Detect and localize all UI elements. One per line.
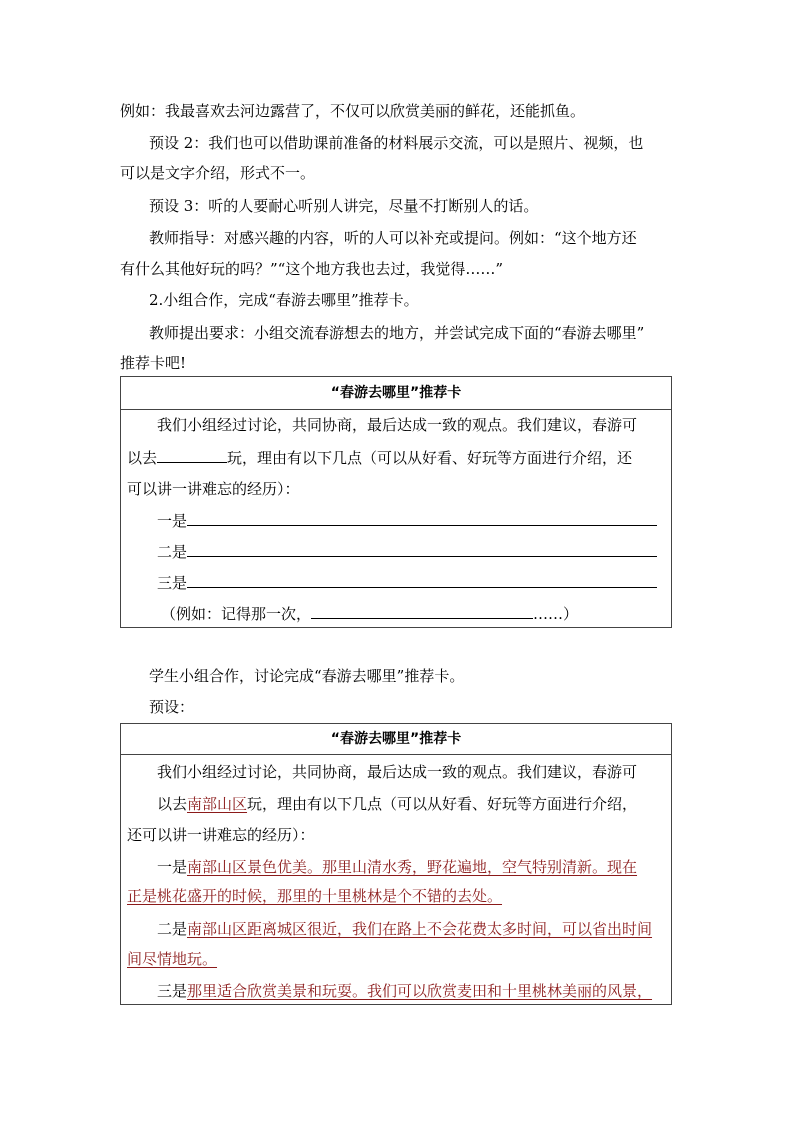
reason-answer-cont bbox=[127, 949, 217, 969]
reason-line bbox=[157, 542, 657, 562]
reason-label: 三是 bbox=[157, 574, 188, 592]
paragraph: 预设： bbox=[149, 698, 195, 716]
reason-line bbox=[157, 981, 652, 1001]
reason-answer-cont bbox=[127, 886, 502, 906]
paragraph: 教师指导：对感兴趣的内容，听的人可以补充或提问。例如：“这个地方还 bbox=[149, 229, 637, 247]
reason-answer: 间尽情地玩。 bbox=[127, 950, 218, 968]
reason-blank[interactable] bbox=[187, 573, 657, 588]
paragraph: 预设 3：听的人要耐心听别人讲完，尽量不打断别人的话。 bbox=[149, 197, 539, 215]
recommendation-card-blank bbox=[120, 376, 672, 628]
place-blank[interactable] bbox=[157, 448, 227, 463]
reason-answer: 南部山区景色优美。那里山清水秀，野花遍地，空气特别清新。现在 bbox=[187, 858, 638, 876]
paragraph: 2.小组合作，完成“春游去哪里”推荐卡。 bbox=[149, 291, 419, 309]
card-text: 玩，理由有以下几点（可以从好看、好玩等方面进行介绍， bbox=[247, 795, 638, 813]
reason-label: 二是 bbox=[157, 920, 188, 938]
example-blank[interactable] bbox=[311, 604, 533, 619]
card-text-line bbox=[127, 448, 632, 468]
reason-label: 三是 bbox=[157, 982, 188, 1000]
reason-line bbox=[157, 857, 637, 877]
card-title: “春游去哪里”推荐卡 bbox=[121, 377, 671, 410]
card-text: 还可以讲一讲难忘的经历）： bbox=[127, 826, 315, 844]
example-line bbox=[161, 604, 578, 624]
card-text: 可以讲一讲难忘的经历）： bbox=[127, 480, 300, 498]
card-text-line bbox=[157, 794, 637, 814]
reason-answer: 那里适合欣赏美景和玩耍。我们可以欣赏麦田和十里桃林美丽的风景， bbox=[187, 982, 653, 1000]
reason-answer: 南部山区距离城区很近，我们在路上不会花费太多时间，可以省出时间 bbox=[187, 920, 653, 938]
paragraph: 学生小组合作，讨论完成“春游去哪里”推荐卡。 bbox=[149, 667, 465, 685]
example-text: （例如：记得那一次， bbox=[161, 605, 312, 623]
reason-label: 一是 bbox=[157, 858, 188, 876]
paragraph: 可以是文字介绍，形式不一。 bbox=[120, 164, 316, 182]
card-text: 我们小组经过讨论，共同协商，最后达成一致的观点。我们建议，春游可 bbox=[157, 763, 638, 781]
card-title: “春游去哪里”推荐卡 bbox=[121, 724, 671, 755]
card-text: 我们小组经过讨论，共同协商，最后达成一致的观点。我们建议，春游可 bbox=[157, 416, 638, 434]
reason-label: 二是 bbox=[157, 543, 188, 561]
paragraph: 例如：我最喜欢去河边露营了，不仅可以欣赏美丽的鲜花，还能抓鱼。 bbox=[120, 102, 586, 120]
reason-line bbox=[157, 573, 657, 593]
card-text: 以去 bbox=[157, 795, 188, 813]
reason-answer: 正是桃花盛开的时候，那里的十里桃林是个不错的去处。 bbox=[127, 887, 503, 905]
example-text: ……） bbox=[533, 605, 579, 623]
paragraph: 推荐卡吧! bbox=[120, 354, 187, 372]
reason-label: 一是 bbox=[157, 512, 188, 530]
answer-place: 南部山区 bbox=[187, 795, 248, 813]
reason-blank[interactable] bbox=[187, 511, 657, 526]
recommendation-card-filled bbox=[120, 723, 672, 1005]
reason-line bbox=[157, 511, 657, 531]
reason-blank[interactable] bbox=[187, 542, 657, 557]
paragraph: 预设 2：我们也可以借助课前准备的材料展示交流，可以是照片、视频，也 bbox=[149, 134, 644, 152]
card-text: 以去 bbox=[127, 449, 158, 467]
reason-line bbox=[157, 919, 652, 939]
paragraph: 教师提出要求：小组交流春游想去的地方，并尝试完成下面的“春游去哪里” bbox=[149, 324, 645, 342]
paragraph: 有什么其他好玩的吗？”“这个地方我也去过，我觉得……” bbox=[120, 260, 504, 278]
card-text: 玩，理由有以下几点（可以从好看、好玩等方面进行介绍，还 bbox=[227, 449, 633, 467]
